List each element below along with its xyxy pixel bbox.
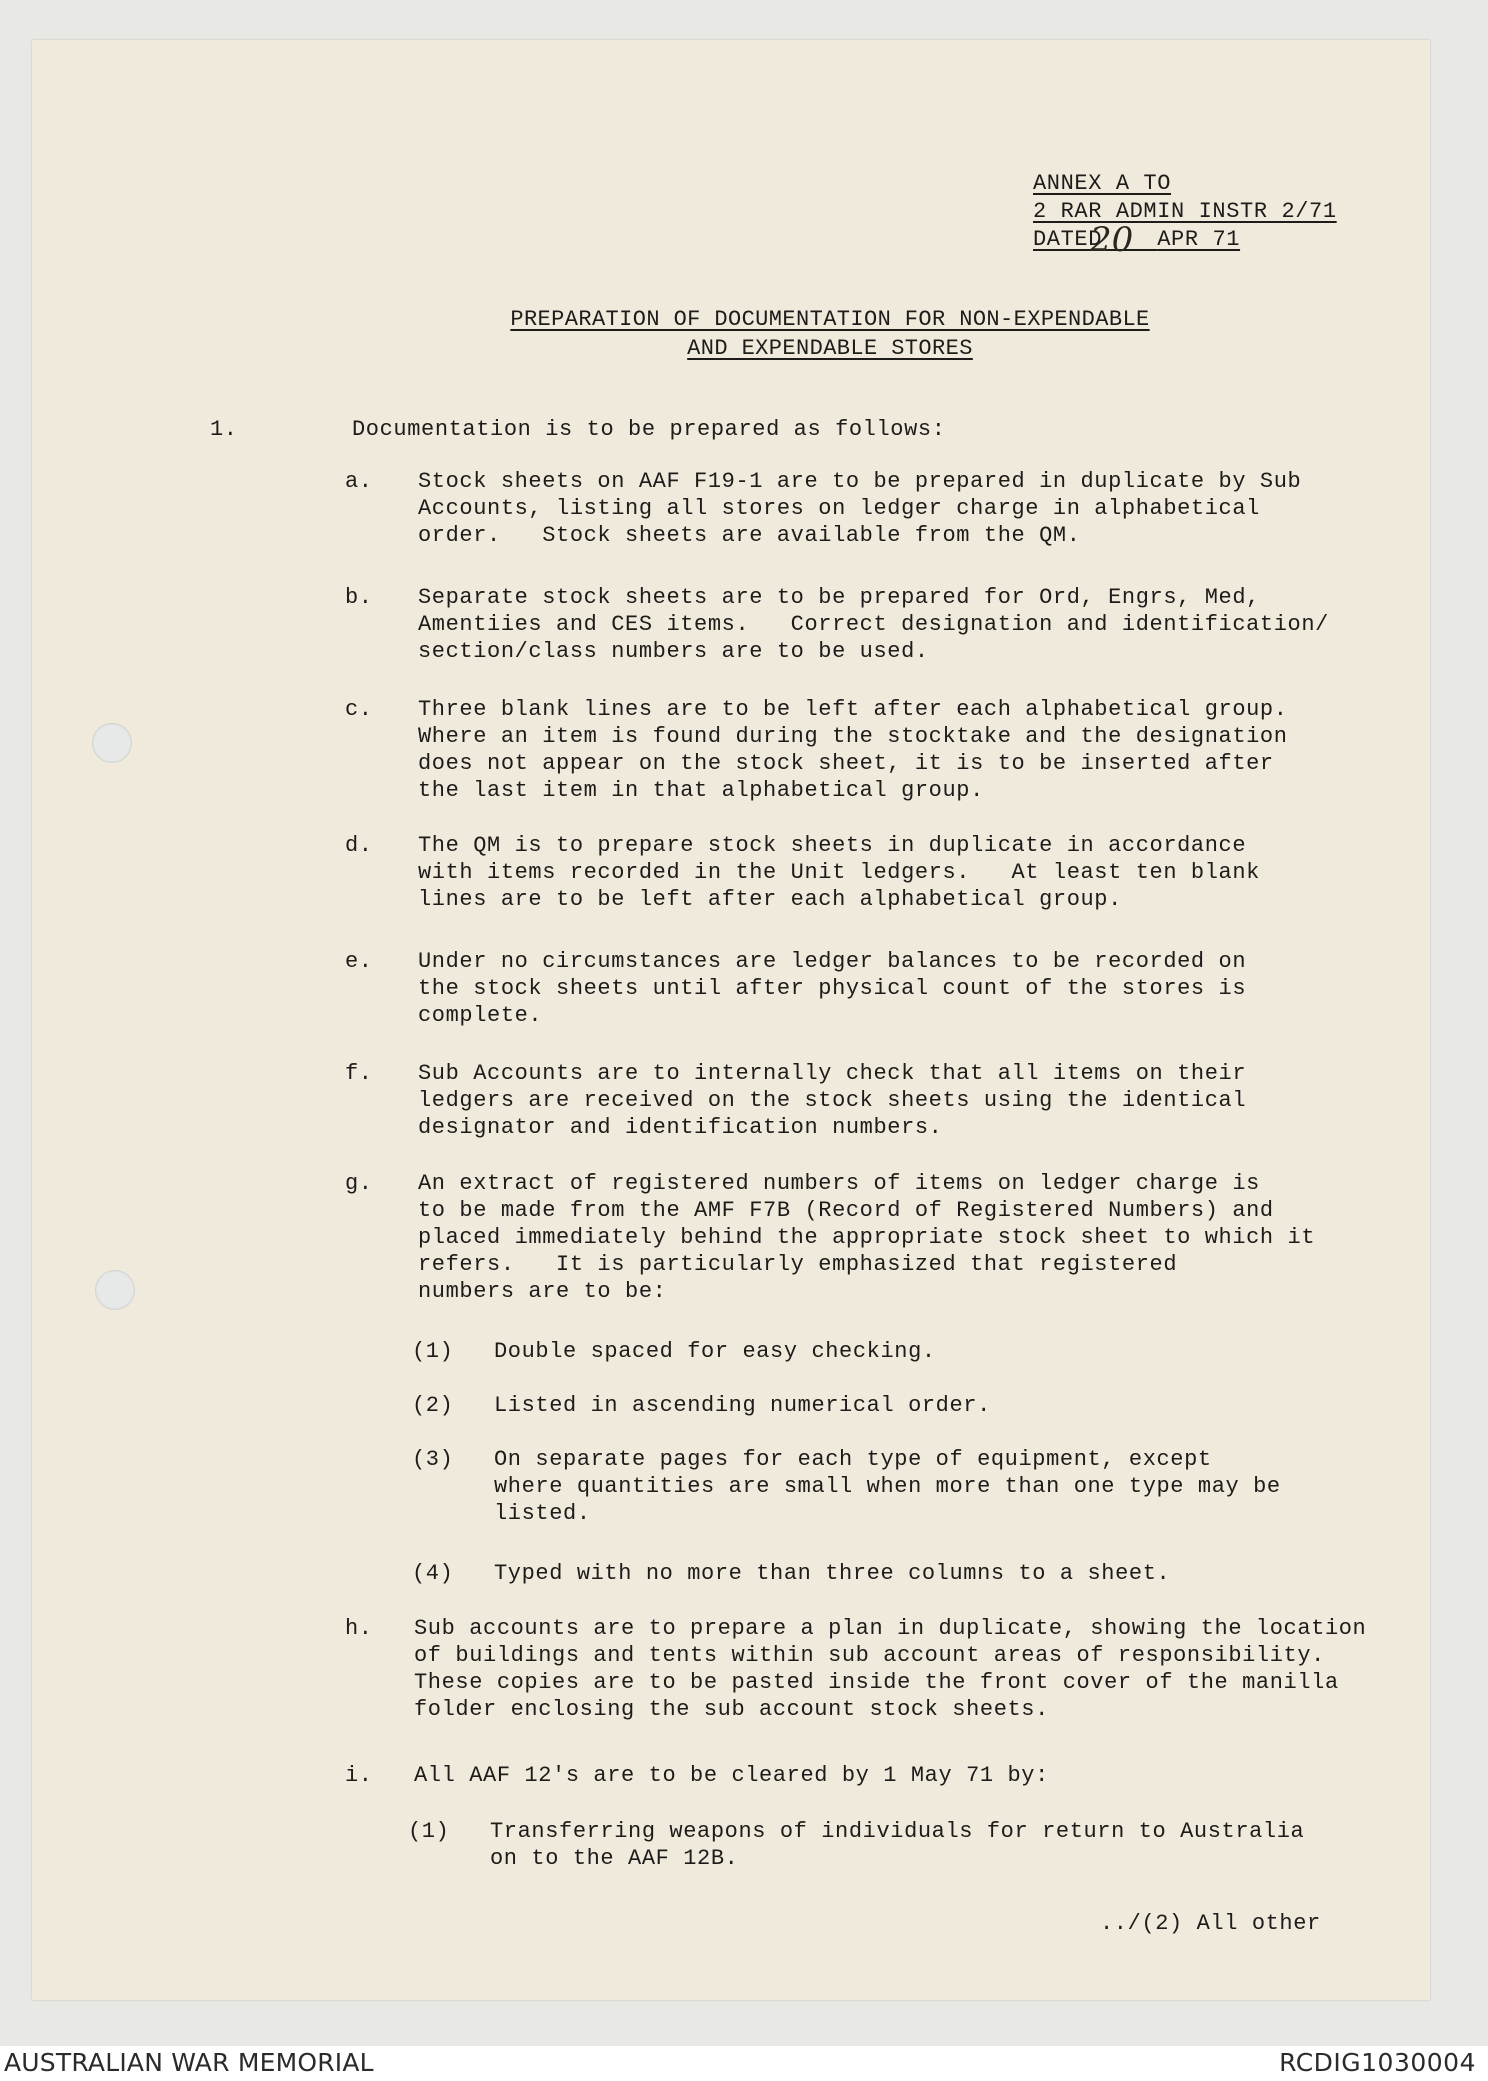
footer-archive-name: AUSTRALIAN WAR MEMORIAL — [4, 2048, 374, 2077]
subitem-line: on to the AAF 12B. — [490, 1846, 739, 1871]
item-line: An extract of registered numbers of items on ledger charge is — [418, 1171, 1260, 1196]
item-line: Under no circumstances are ledger balances to be recorded on — [418, 949, 1247, 974]
item-line: Where an item is found during the stocktake and the designation — [418, 724, 1288, 749]
subitem-line: Double spaced for easy checking. — [494, 1339, 936, 1364]
subitem-number: (2) — [412, 1393, 454, 1418]
item-line: The QM is to prepare stock sheets in duplicate in accordance — [418, 833, 1247, 858]
item-line: These copies are to be pasted inside the front cover of the manilla — [414, 1670, 1339, 1695]
item-letter: d. — [345, 833, 373, 858]
title-line-1: PREPARATION OF DOCUMENTATION FOR NON-EXPENDABLE — [510, 307, 1150, 332]
item-line: section/class numbers are to be used. — [418, 639, 929, 664]
item-line: Stock sheets on AAF F19-1 are to be prepared in duplicate by Sub — [418, 469, 1302, 494]
item-line: does not appear on the stock sheet, it is to be inserted after — [418, 751, 1274, 776]
item-letter: c. — [345, 697, 373, 722]
footer-record-id: RCDIG1030004 — [1279, 2048, 1476, 2077]
item-line: All AAF 12's are to be cleared by 1 May 71 by: — [414, 1763, 1049, 1788]
item-line: the stock sheets until after physical count of the stores is — [418, 976, 1247, 1001]
subitem-number: (4) — [412, 1561, 454, 1586]
item-letter: g. — [345, 1171, 373, 1196]
item-line: Sub accounts are to prepare a plan in duplicate, showing the location — [414, 1616, 1367, 1641]
handwritten-day: 20 — [1090, 220, 1134, 260]
item-line: to be made from the AMF F7B (Record of Registered Numbers) and — [418, 1198, 1274, 1223]
item-line: refers. It is particularly emphasized that registered — [418, 1252, 1178, 1277]
subitem-number: (1) — [412, 1339, 454, 1364]
item-letter: e. — [345, 949, 373, 974]
item-line: the last item in that alphabetical group. — [418, 778, 984, 803]
item-line: Sub Accounts are to internally check that all items on their — [418, 1061, 1247, 1086]
item-line: Separate stock sheets are to be prepared for Ord, Engrs, Med, — [418, 585, 1260, 610]
item-line: numbers are to be: — [418, 1279, 667, 1304]
item-letter: b. — [345, 585, 373, 610]
item-line: lines are to be left after each alphabetical group. — [418, 887, 1122, 912]
item-line: placed immediately behind the appropriate stock sheet to which it — [418, 1225, 1316, 1250]
title-line-2: AND EXPENDABLE STORES — [687, 336, 973, 361]
subitem-line: Transferring weapons of individuals for return to Australia — [490, 1819, 1305, 1844]
item-line: ledgers are received on the stock sheets using the identical — [418, 1088, 1247, 1113]
item-letter: f. — [345, 1061, 373, 1086]
punch-hole — [92, 723, 132, 763]
continuation-text: ../(2) All other — [1100, 1911, 1321, 1936]
subitem-line: where quantities are small when more than one type may be — [494, 1474, 1281, 1499]
item-line: Accounts, listing all stores on ledger charge in alphabetical — [418, 496, 1260, 521]
item-line: designator and identification numbers. — [418, 1115, 943, 1140]
item-line: of buildings and tents within sub account areas of responsibility. — [414, 1643, 1325, 1668]
item-letter: h. — [345, 1616, 373, 1641]
paragraph-number: 1. — [210, 417, 238, 442]
punch-hole — [95, 1270, 135, 1310]
item-line: order. Stock sheets are available from the QM. — [418, 523, 1081, 548]
subitem-line: On separate pages for each type of equipment, except — [494, 1447, 1212, 1472]
subitem-number: (1) — [408, 1819, 450, 1844]
annex-line-2: 2 RAR ADMIN INSTR 2/71 — [1033, 199, 1337, 224]
annex-line-1: ANNEX A TO — [1033, 171, 1172, 196]
dated-value: APR 71 — [1157, 227, 1241, 252]
subitem-line: Listed in ascending numerical order. — [494, 1393, 991, 1418]
paragraph-intro: Documentation is to be prepared as follows: — [352, 417, 946, 442]
item-line: with items recorded in the Unit ledgers. At least ten blank — [418, 860, 1260, 885]
annex-line-3 — [1033, 226, 1240, 254]
item-line: Amentiies and CES items. Correct designation and identification/ — [418, 612, 1329, 637]
dated-label: DATED — [1033, 227, 1103, 252]
subitem-line: listed. — [494, 1501, 591, 1526]
subitem-line: Typed with no more than three columns to a sheet. — [494, 1561, 1171, 1586]
item-letter: i. — [345, 1763, 373, 1788]
subitem-number: (3) — [412, 1447, 454, 1472]
item-line: folder enclosing the sub account stock sheets. — [414, 1697, 1049, 1722]
item-letter: a. — [345, 469, 373, 494]
item-line: complete. — [418, 1003, 543, 1028]
item-line: Three blank lines are to be left after each alphabetical group. — [418, 697, 1288, 722]
